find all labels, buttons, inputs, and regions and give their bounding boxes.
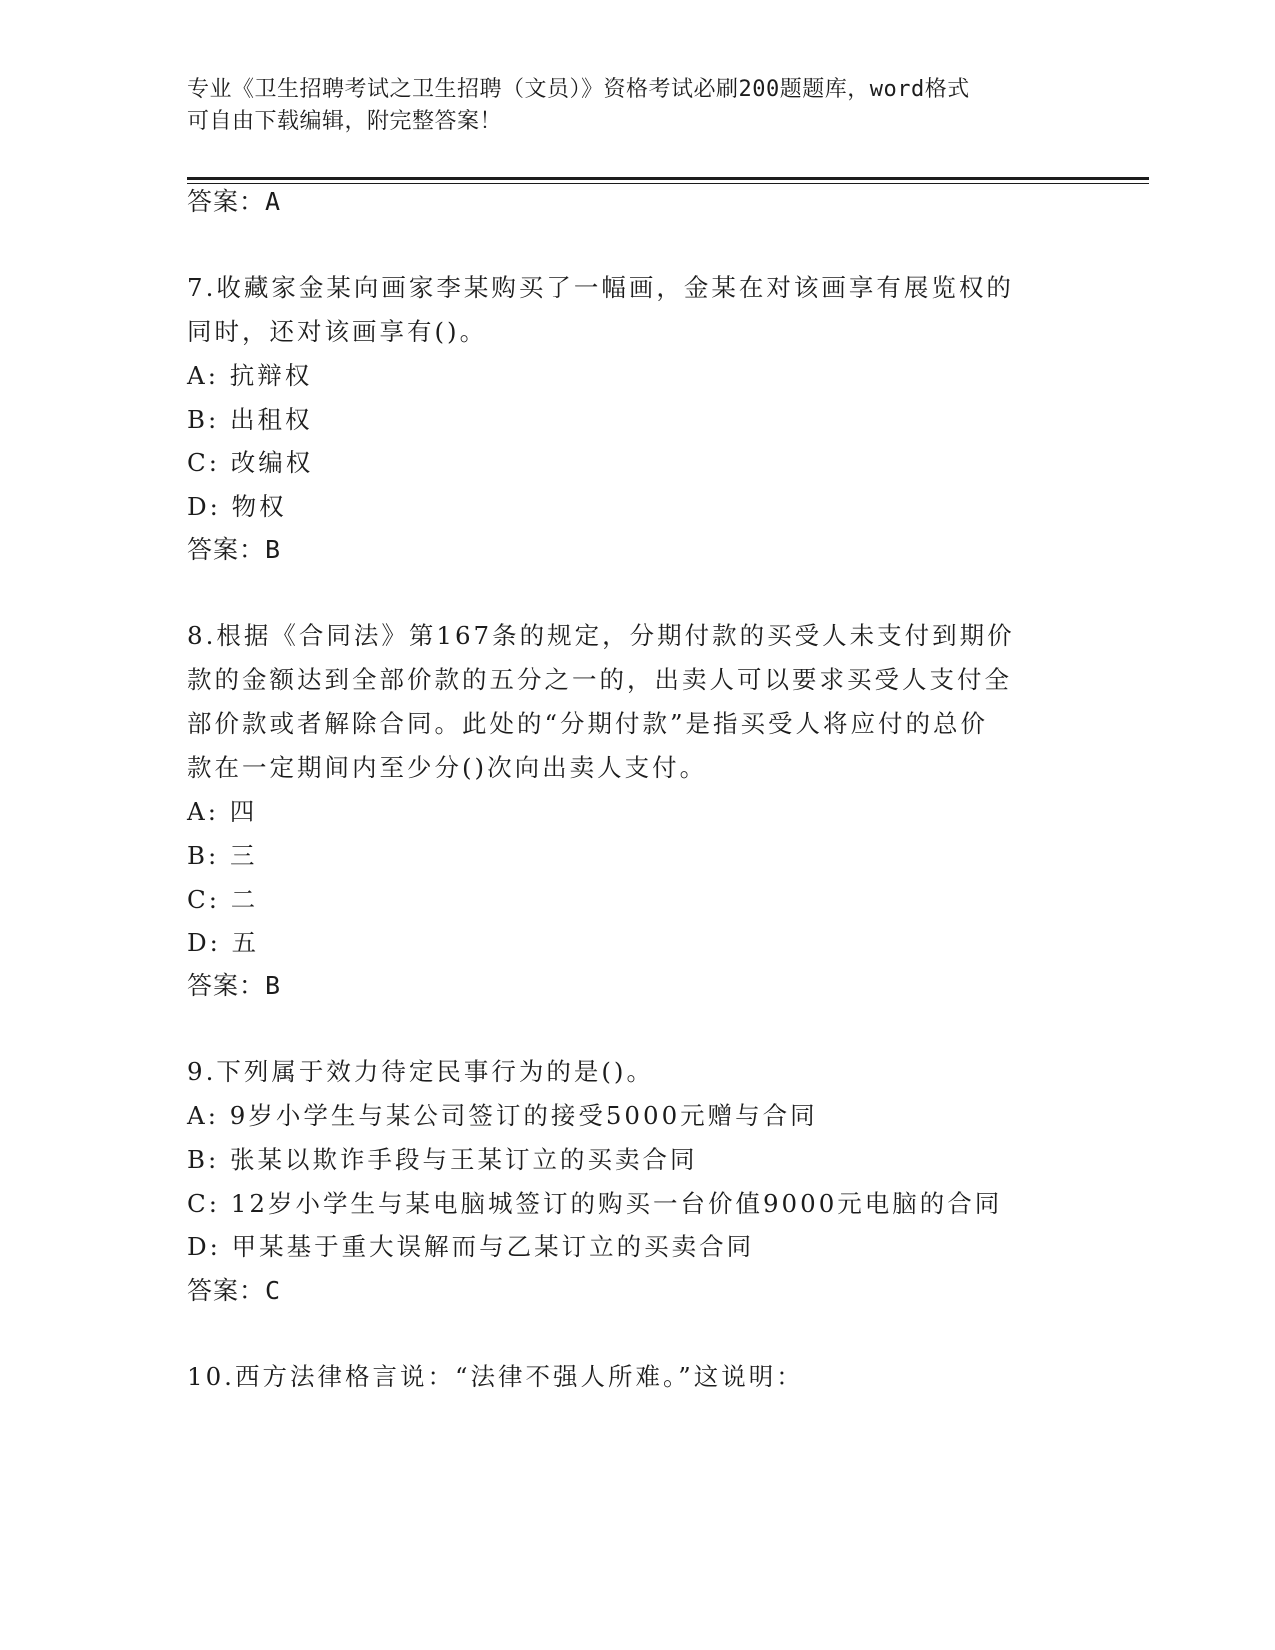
question-8-stem-line-1: 8.根据《合同法》第167条的规定，分期付款的买受人未支付到期价 [187, 621, 1015, 650]
question-9-stem-line-1: 9.下列属于效力待定民事行为的是()。 [187, 1057, 654, 1086]
question-7-option-a: A: 抗辩权 [187, 361, 313, 390]
question-10 [187, 1355, 804, 1399]
header-line-1: 专业《卫生招聘考试之卫生招聘（文员）》资格考试必刷200题题库，word格式 [187, 77, 970, 102]
header-divider-thick [187, 177, 1149, 180]
question-8-stem-line-4: 款在一定期间内至少分()次向出卖人支付。 [187, 753, 708, 782]
question-8-option-d: D: 五 [187, 928, 260, 957]
header-divider-thin [187, 183, 1149, 184]
question-7-answer: 答案：B [187, 535, 282, 564]
question-9-option-a: A: 9岁小学生与某公司签订的接受5000元赠与合同 [187, 1101, 818, 1130]
question-7-option-d: D: 物权 [187, 492, 287, 521]
question-9-option-b: B: 张某以欺诈手段与王某订立的买卖合同 [187, 1145, 698, 1174]
question-9 [187, 1050, 654, 1094]
question-7 [187, 266, 1014, 354]
question-8-answer: 答案：B [187, 971, 282, 1000]
header-line-2: 可自由下载编辑，附完整答案！ [187, 109, 503, 134]
question-8-option-a: A: 四 [187, 797, 258, 826]
question-7-stem-line-1: 7.收藏家金某向画家李某购买了一幅画，金某在对该画享有展览权的 [187, 273, 1014, 302]
document-header [187, 74, 1067, 138]
question-8-option-b: B: 三 [187, 841, 258, 870]
question-8-stem-line-2: 款的金额达到全部价款的五分之一的，出卖人可以要求买受人支付全 [187, 665, 1012, 694]
question-9-option-c: C: 12岁小学生与某电脑城签订的购买一台价值9000元电脑的合同 [187, 1189, 1003, 1218]
question-9-option-d: D: 甲某基于重大误解而与乙某订立的买卖合同 [187, 1232, 755, 1261]
question-9-answer: 答案：C [187, 1276, 282, 1305]
question-7-option-c: C: 改编权 [187, 448, 314, 477]
question-8-stem-line-3: 部价款或者解除合同。此处的“分期付款”是指买受人将应付的总价 [187, 709, 989, 738]
question-7-stem-line-2: 同时，还对该画享有()。 [187, 317, 488, 346]
previous-answer: 答案：A [187, 187, 282, 216]
question-8-option-c: C: 二 [187, 885, 259, 914]
question-10-stem-line-1: 10.西方法律格言说：“法律不强人所难。”这说明： [187, 1362, 804, 1391]
question-7-option-b: B: 出租权 [187, 405, 313, 434]
question-8 [187, 614, 1015, 790]
